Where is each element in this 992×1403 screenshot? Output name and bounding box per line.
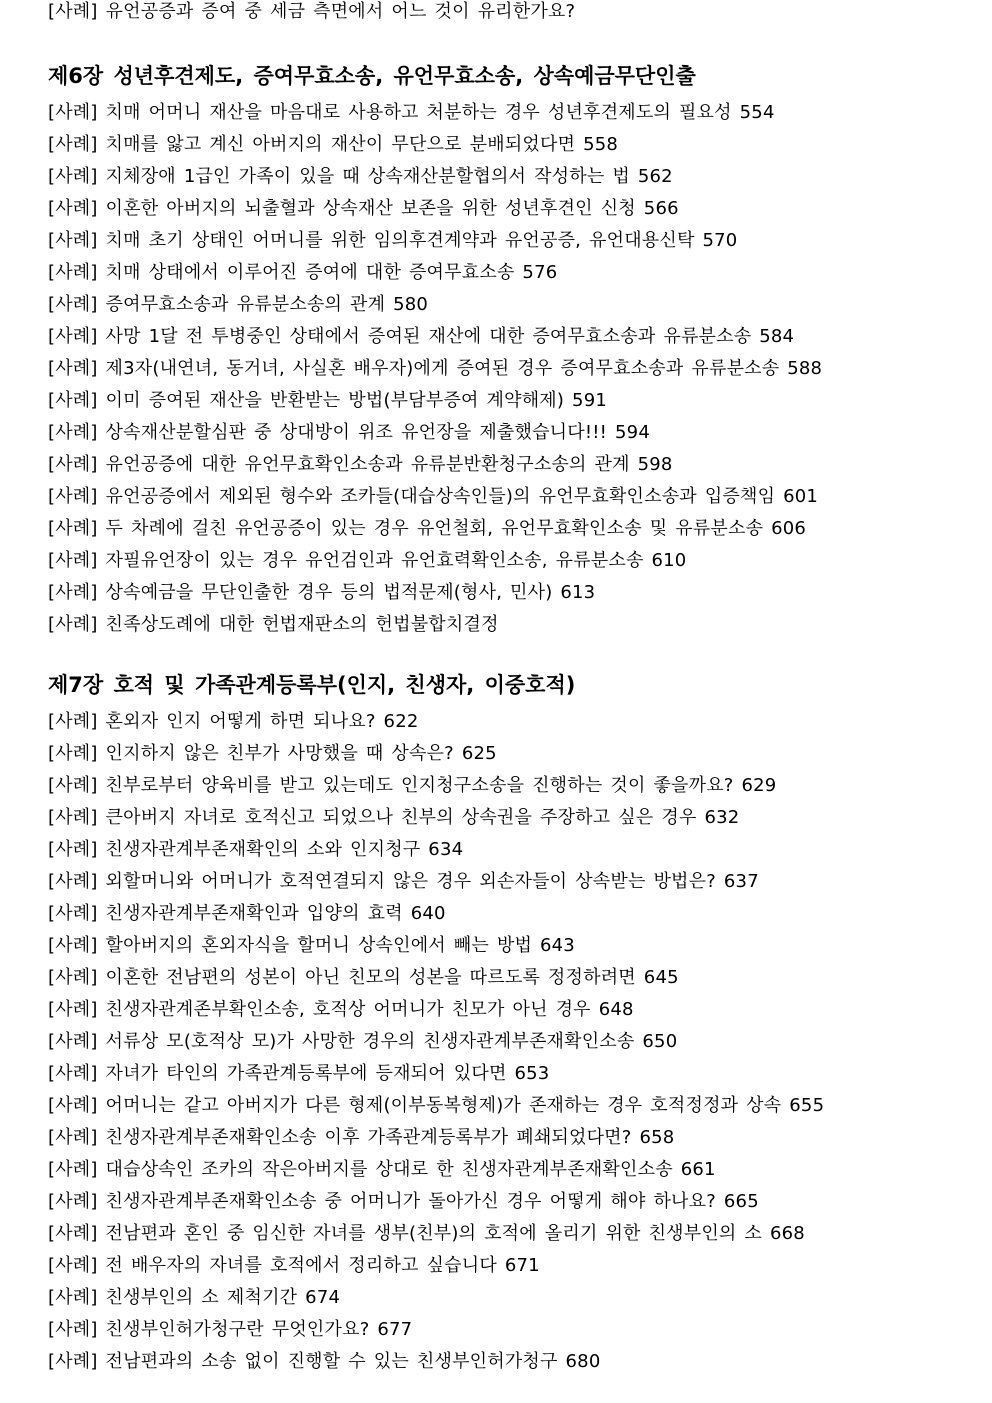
chapter-7-title: 제7장 호적 및 가족관계등록부(인지, 친생자, 이중호적): [48, 673, 576, 697]
toc-entry: [사례] 전 배우자의 자녀를 호적에서 정리하고 싶습니다 671: [48, 1255, 540, 1276]
toc-entry: [사례] 사망 1달 전 투병중인 상태에서 증여된 재산에 대한 증여무효소송과 유류분소송 584: [48, 326, 795, 347]
toc-entry: [사례] 할아버지의 혼외자식을 할머니 상속인에서 빼는 방법 643: [48, 935, 575, 956]
toc-entry: [사례] 외할머니와 어머니가 호적연결되지 않은 경우 외손자들이 상속받는 방법은? 637: [48, 871, 759, 892]
toc-entry: [사례] 친생자관계부존재확인과 입양의 효력 640: [48, 903, 446, 924]
toc-entry: [사례] 이미 증여된 재산을 반환받는 방법(부담부증여 계약해제) 591: [48, 390, 607, 411]
toc-entry: [사례] 친생부인의 소 제척기간 674: [48, 1287, 341, 1308]
toc-entry: [사례] 증여무효소송과 유류분소송의 관계 580: [48, 294, 429, 315]
toc-entry: [사례] 큰아버지 자녀로 호적신고 되었으나 친부의 상속권을 주장하고 싶은 경우 632: [48, 807, 740, 828]
toc-entry: [사례] 치매 초기 상태인 어머니를 위한 임의후견계약과 유언공증, 유언대용신탁 570: [48, 230, 738, 251]
toc-entry: [사례] 두 차례에 걸친 유언공증이 있는 경우 유언철회, 유언무효확인소송 및 유류분소송 606: [48, 518, 807, 539]
toc-entry: [사례] 자필유언장이 있는 경우 유언검인과 유언효력확인소송, 유류분소송 610: [48, 550, 687, 571]
toc-entry: [사례] 유언공증에 대한 유언무효확인소송과 유류분반환청구소송의 관계 598: [48, 454, 673, 475]
chapter-7-entries: [48, 710, 978, 1382]
chapter-6-entries: [48, 101, 978, 637]
toc-entry: [사례] 이혼한 아버지의 뇌출혈과 상속재산 보존을 위한 성년후견인 신청 566: [48, 198, 679, 219]
toc-entry: [사례] 인지하지 않은 친부가 사망했을 때 상속은? 625: [48, 743, 497, 764]
toc-entry: [사례] 친부로부터 양육비를 받고 있는데도 인지청구소송을 진행하는 것이 좋을까요? 629: [48, 775, 777, 796]
chapter-6-title: 제6장 성년후견제도, 증여무효소송, 유언무효소송, 상속예금무단인출: [48, 64, 696, 88]
toc-entry: [사례] 친생자관계부존재확인소송 중 어머니가 돌아가신 경우 어떻게 해야 하나요? 665: [48, 1191, 759, 1212]
toc-entry: [사례] 친생자관계부존재확인소송 이후 가족관계등록부가 폐쇄되었다면? 658: [48, 1127, 675, 1148]
toc-entry: [사례] 혼외자 인지 어떻게 하면 되나요? 622: [48, 711, 419, 732]
toc-entry: [사례] 어머니는 같고 아버지가 다른 형제(이부동복형제)가 존재하는 경우 호적정정과 상속 655: [48, 1095, 825, 1116]
toc-entry: [사례] 치매를 앓고 계신 아버지의 재산이 무단으로 분배되었다면 558: [48, 134, 619, 155]
toc-entry: [사례] 서류상 모(호적상 모)가 사망한 경우의 친생자관계부존재확인소송 650: [48, 1031, 678, 1052]
chapter-7-section: [48, 671, 978, 1382]
toc-entry: [사례] 유언공증과 증여 중 세금 측면에서 어느 것이 유리한가요?: [48, 1, 576, 22]
chapter-6-section: [48, 62, 978, 637]
toc-entry: [사례] 상속예금을 무단인출한 경우 등의 법적문제(형사, 민사) 613: [48, 582, 596, 603]
toc-entry: [사례] 전남편과 혼인 중 임신한 자녀를 생부(친부)의 호적에 올리기 위한 친생부인의 소 668: [48, 1223, 805, 1244]
toc-entry: [사례] 상속재산분할심판 중 상대방이 위조 유언장을 제출했습니다!!! 594: [48, 422, 650, 443]
toc-entry: [사례] 친족상도례에 대한 헌법재판소의 헌법불합치결정: [48, 614, 499, 635]
toc-entry: [사례] 지체장애 1급인 가족이 있을 때 상속재산분할협의서 작성하는 법 562: [48, 166, 673, 187]
toc-entry: [사례] 이혼한 전남편의 성본이 아닌 친모의 성본을 따르도록 정정하려면 645: [48, 967, 679, 988]
toc-entry: [사례] 전남편과의 소송 없이 진행할 수 있는 친생부인허가청구 680: [48, 1351, 601, 1372]
toc-entry: [사례] 자녀가 타인의 가족관계등록부에 등재되어 있다면 653: [48, 1063, 550, 1084]
toc-page: [48, 0, 978, 1382]
toc-entry: [사례] 유언공증에서 제외된 형수와 조카들(대습상속인들)의 유언무효확인소송과 입증책임 601: [48, 486, 819, 507]
toc-entry: [사례] 친생부인허가청구란 무엇인가요? 677: [48, 1319, 413, 1340]
toc-entry: [사례] 치매 어머니 재산을 마음대로 사용하고 처분하는 경우 성년후견제도의 필요성 554: [48, 102, 775, 123]
toc-entry: [사례] 제3자(내연녀, 동거녀, 사실혼 배우자)에게 증여된 경우 증여무효소송과 유류분소송 588: [48, 358, 823, 379]
toc-entry: [사례] 친생자관계부존재확인의 소와 인지청구 634: [48, 839, 464, 860]
toc-entry: [사례] 치매 상태에서 이루어진 증여에 대한 증여무효소송 576: [48, 262, 558, 283]
toc-entry: [사례] 대습상속인 조카의 작은아버지를 상대로 한 친생자관계부존재확인소송 661: [48, 1159, 716, 1180]
toc-entry: [사례] 친생자관계존부확인소송, 호적상 어머니가 친모가 아닌 경우 648: [48, 999, 634, 1020]
